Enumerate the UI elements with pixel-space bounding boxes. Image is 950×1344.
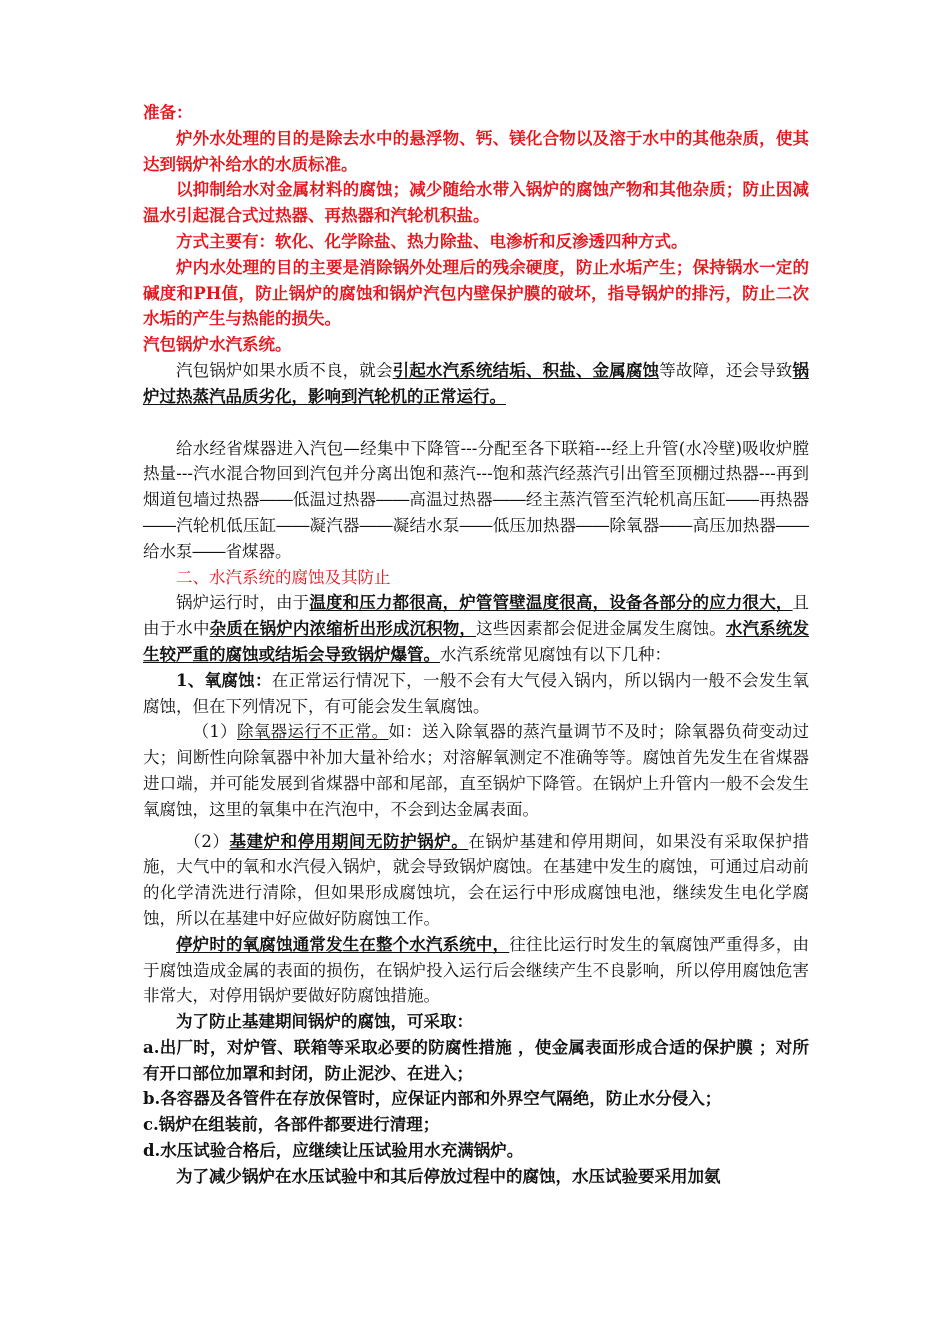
section-2-heading: 二、水汽系统的腐蚀及其防止 [176, 567, 391, 587]
list-item-c: c.锅炉在组装前，各部件都要进行清理； [143, 1115, 440, 1135]
paragraph-hydro-test: 为了减少锅炉在水压试验中和其后停放过程中的腐蚀，水压试验要采用加氨 [176, 1166, 721, 1186]
underlined-phrase: 引起水汽系统结垢、积盐、金属腐蚀 [392, 360, 660, 380]
paragraph-methods: 方式主要有：软化、化学除盐、热力除盐、电渗析和反渗透四种方式。 [176, 231, 688, 251]
paragraph-external-treatment: 炉外水处理的目的是除去水中的悬浮物、钙、镁化合物以及溶于水中的其他杂质，使其达到锅炉补给水的水质标准。 [143, 128, 809, 174]
drum-boiler-heading: 汽包锅炉水汽系统。 [143, 335, 292, 355]
list-item-d: d.水压试验合格后，应继续让压试验用水充满锅炉。 [143, 1141, 524, 1161]
paragraph-construction-idle: （2）基建炉和停用期间无防护锅炉。在锅炉基建和停用期间，如果没有采取保护措施，大气中的氧和水汽侵入锅炉，就会导致锅炉腐蚀。在基建中发生的腐蚀，可通过启动前的化学清洗进行清除，但如果形成腐蚀坑，会在运行中形成腐蚀电池，继续发生电化学腐蚀，所以在基建中好应做好防腐蚀工作。 [143, 831, 809, 928]
paragraph-oxygen-corrosion: 1、氧腐蚀：在正常运行情况下，一般不会有大气侵入锅内，所以锅内一般不会发生氧腐蚀，但在下列情况下，有可能会发生氧腐蚀。 [143, 670, 810, 716]
list-item-b: b.各容器及各管件在存放保管时，应保证内部和外界空气隔绝，防止水分侵入； [143, 1089, 722, 1109]
prep-heading: 准备： [143, 103, 193, 122]
paragraph-flow-path: 给水经省煤器进入汽包—经集中下降管---分配至各下联箱---经上升管(水冷壁)吸收炉膛热量---汽水混合物回到汽包并分离出饱和蒸汽---饱和蒸汽经蒸汽引出管至顶棚过热器---再到烟道包墙过热器――低温过热器――高温过热器――经主蒸汽管至汽轮机高压缸――再热器――汽轮机低压缸――凝汽器――凝结水泵――低压加热器――除氧器――高压加热器――给水泵――省煤器。 [143, 438, 809, 561]
paragraph-operation-corrosion: 锅炉运行时，由于温度和压力都很高，炉管管壁温度很高，设备各部分的应力很大，且由于水中杂质在锅炉内浓缩析出形成沉积物，这些因素都会促进金属发生腐蚀。水汽系统发生较严重的腐蚀或结垢会导致锅炉爆管。水汽系统常见腐蚀有以下几种： [143, 593, 810, 664]
paragraph-shutdown-corrosion: 停炉时的氧腐蚀通常发生在整个水汽系统中，往往比运行时发生的氧腐蚀严重得多，由于腐蚀造成金属的表面的损伤，在锅炉投入运行后会继续产生不良影响，所以停用腐蚀危害非常大，对停用锅炉要做好防腐蚀措施。 [143, 934, 810, 1006]
document-page [143, 100, 809, 1190]
paragraph-corrosion-inhibition: 以抑制给水对金属材料的腐蚀；减少随给水带入锅炉的腐蚀产物和其他杂质；防止因减温水引起混合式过热器、再热器和汽轮机积盐。 [143, 180, 809, 226]
paragraph-water-quality: 汽包锅炉如果水质不良，就会引起水汽系统结垢、积盐、金属腐蚀等故障，还会导致锅炉过热蒸汽品质劣化，影响到汽轮机的正常运行。 [143, 360, 810, 406]
paragraph-internal-treatment: 炉内水处理的目的主要是消除锅外处理后的残余硬度，防止水垢产生；保持锅水一定的碱度和PH值，防止锅炉的腐蚀和锅炉汽包内壁保护膜的破坏，指导锅炉的排污，防止二次水垢的产生与热能的损失。 [143, 257, 809, 329]
paragraph-prevention-intro: 为了防止基建期间锅炉的腐蚀，可采取： [176, 1012, 473, 1032]
underlined-phrase: 锅炉过热蒸汽品质劣化，影响到汽轮机的正常运行。 [143, 360, 810, 406]
paragraph-deaerator: （1）除氧器运行不正常。如：送入除氧器的蒸汽量调节不及时；除氧器负荷变动过大；间断性向除氧器中补加大量补给水；对溶解氧测定不准确等等。腐蚀首先发生在省煤器进口端，并可能发展到省煤器中部和尾部，直至锅炉下降管。在锅炉上升管内一般不会发生氧腐蚀，这里的氧集中在汽泡中，不会到达金属表面。 [143, 722, 810, 819]
list-item-a: a.出厂时，对炉管、联箱等采取必要的防腐性措施 ，使金属表面形成合适的保护膜 ；对所有开口部位加罩和封闭，防止泥沙、在进入； [143, 1037, 809, 1083]
